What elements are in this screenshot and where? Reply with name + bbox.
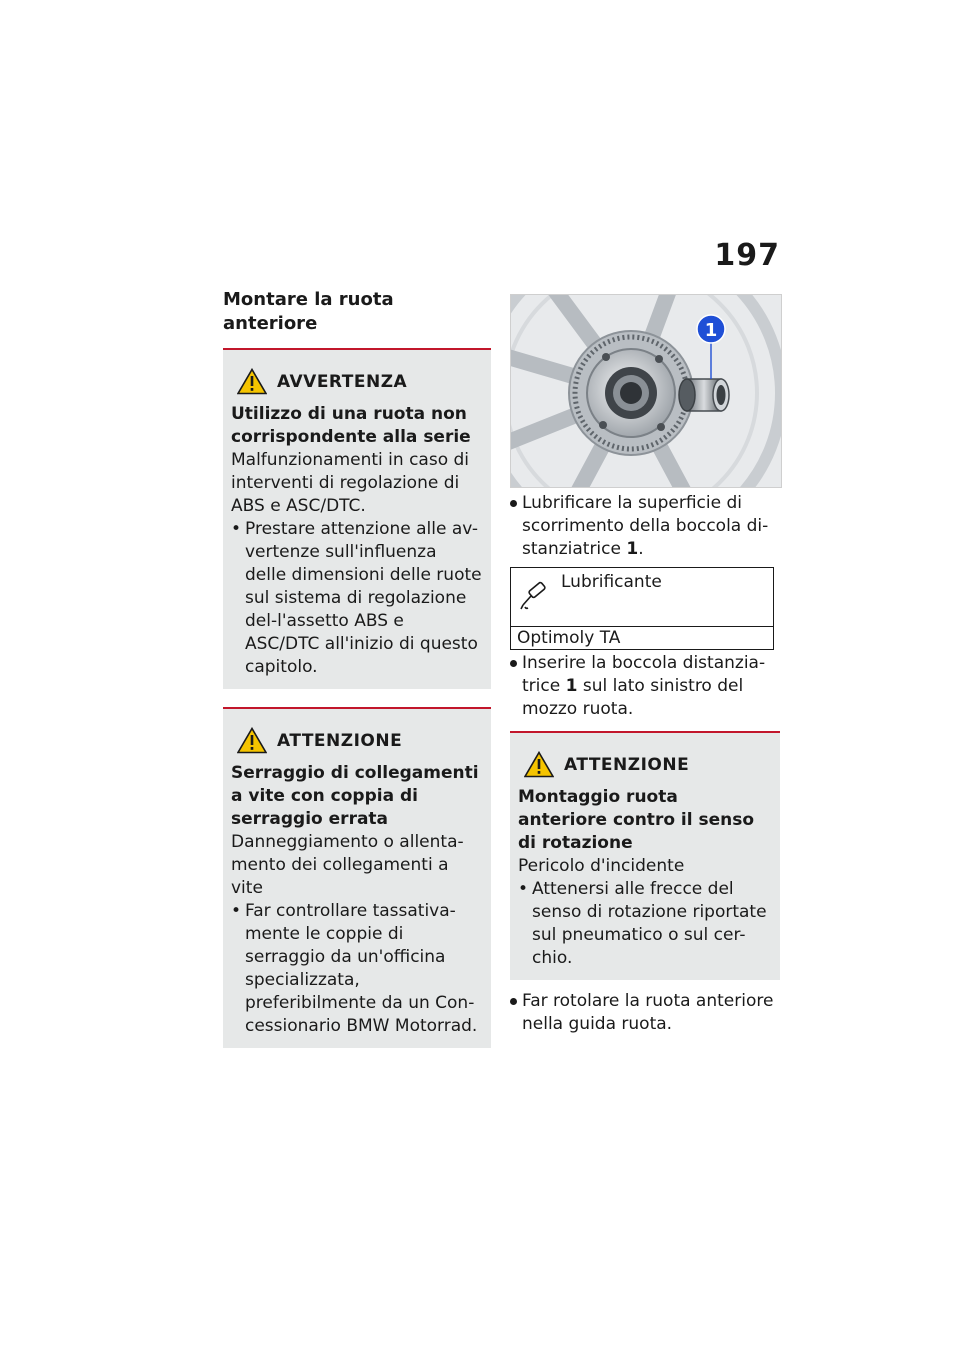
notice-cause: Montaggio ruota anteriore contro il senso di rotazione — [518, 787, 755, 853]
notice-bullets — [231, 518, 483, 679]
notice-header — [237, 368, 483, 395]
notice-header — [237, 727, 483, 754]
page-number: 197 — [714, 238, 780, 273]
notice-label: AVVERTENZA — [277, 371, 408, 392]
step-item: Far rotolare la ruota anteriore nella guida ruota. — [510, 990, 780, 1036]
notice-effect: Malfunzionamenti in caso di interventi di regolazione di ABS e ASC/DTC. — [231, 450, 470, 516]
notice-label: ATTENZIONE — [277, 730, 403, 751]
section-title: Montare la ruota anteriore — [223, 289, 394, 334]
lubricant-label: Lubrificante — [561, 572, 662, 592]
notice-bullet: • Attenersi alle frecce del senso di rotazione riportate sul pneumatico o sul cer-chio. — [518, 878, 772, 970]
step-text: Inserire la boccola distanzia-trice — [522, 653, 766, 696]
notice-label: ATTENZIONE — [564, 754, 690, 775]
step-ref: 1 — [565, 676, 578, 696]
lubricant-value: Optimoly TA — [517, 628, 621, 648]
lubricant-header-row — [511, 568, 773, 627]
notice-cause: Utilizzo di una ruota non corrispondente alla serie — [231, 404, 471, 447]
notice-effect: Pericolo d'incidente — [518, 856, 685, 876]
warning-triangle-icon — [524, 751, 554, 778]
step-ref: 1 — [626, 539, 639, 559]
caution-notice — [223, 707, 491, 1048]
steps — [510, 492, 780, 561]
step-tail: . — [638, 539, 644, 559]
notice-bullet: • Far controllare tassativa-mente le coppie di serraggio da un'officina specializzata, preferibilmente da un Con-cessionario BMW Motorrad. — [231, 900, 483, 1038]
left-column — [223, 288, 491, 1066]
steps — [510, 990, 780, 1036]
notice-effect: Danneggiamento o allenta-mento dei collegamenti a vite — [231, 832, 464, 898]
notice-bullet: • Prestare attenzione alle av-vertenze sull'influenza delle dimensioni delle ruote sul sistema di regolazione del-l'assetto ABS e ASC/DTC all'inizio di questo capitolo. — [231, 518, 483, 679]
step-item — [510, 652, 780, 721]
step-item — [510, 492, 780, 561]
warning-triangle-icon — [237, 368, 267, 395]
warning-triangle-icon — [237, 727, 267, 754]
notice-bullets — [518, 878, 772, 970]
notice-cause: Serraggio di collegamenti a vite con coppia di serraggio errata — [231, 763, 479, 829]
figure-callout: 1 — [704, 320, 718, 341]
wheel-hub-spacer-photo — [510, 294, 782, 488]
notice-bullets — [231, 900, 483, 1038]
right-column — [510, 294, 780, 1036]
grease-gun-icon — [519, 580, 549, 610]
caution-notice — [510, 731, 780, 980]
lubricant-table — [510, 567, 774, 650]
steps — [510, 652, 780, 721]
step-text-tail: sul lato sinistro del mozzo ruota. — [522, 676, 744, 719]
notice-header — [524, 751, 772, 778]
step-text: Lubrificare la superficie di scorrimento della boccola di-stanziatrice — [522, 493, 769, 559]
warning-notice — [223, 348, 491, 689]
